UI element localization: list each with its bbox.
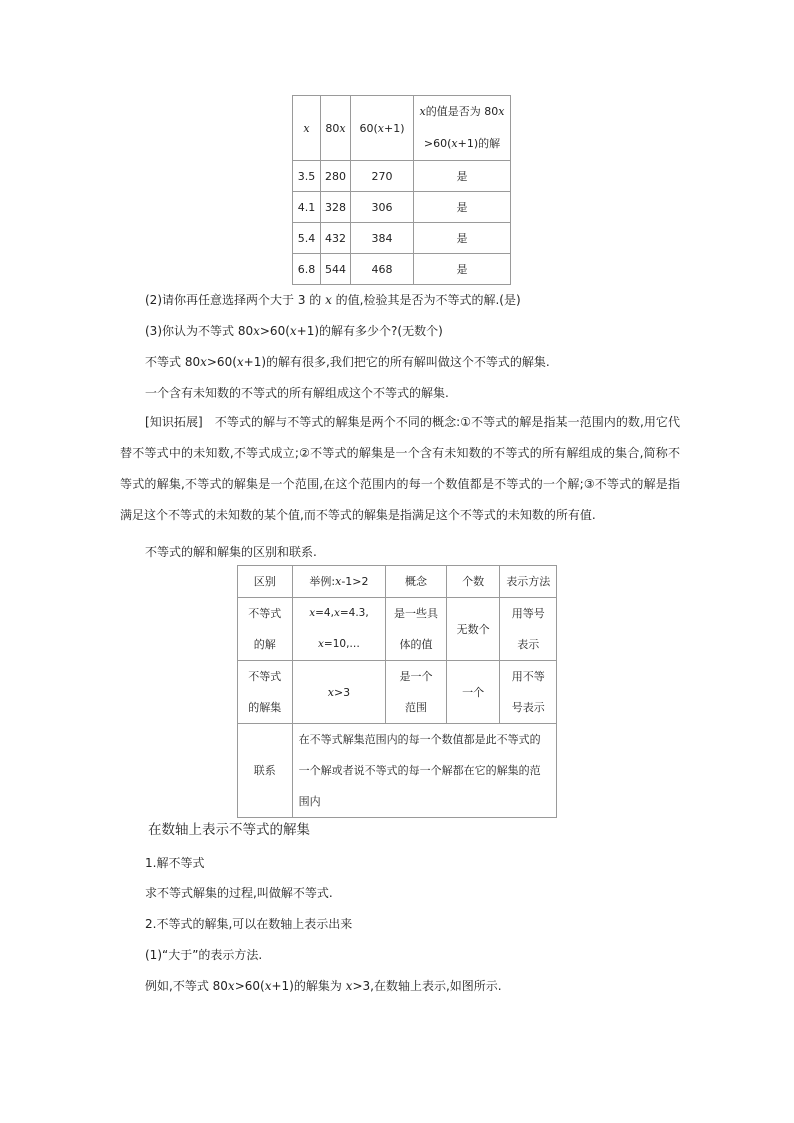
cell-80x: 432: [321, 223, 351, 254]
question-2: (2)请你再任意选择两个大于 3 的 x 的值,检验其是否为不等式的解.(是): [145, 293, 521, 307]
cell-result: 是: [414, 161, 511, 192]
definition: 一个含有未知数的不等式的所有解组成这个不等式的解集.: [145, 386, 449, 400]
table2-caption: 不等式的解和解集的区别和联系.: [145, 545, 317, 559]
table-header-row: [238, 566, 557, 598]
table-header-row: [293, 96, 511, 161]
row-method: 用等号 表示: [500, 598, 557, 661]
comparison-table: [237, 565, 557, 818]
header-60x1: 60(x+1): [351, 96, 414, 161]
cell-60x1: 306: [351, 192, 414, 223]
section-heading: 在数轴上表示不等式的解集: [148, 822, 310, 838]
header-distinction: 区别: [238, 566, 293, 598]
header-concept: 概念: [386, 566, 447, 598]
row-example: x=4,x=4.3, x=10,…: [292, 598, 386, 661]
header-80x: 80x: [321, 96, 351, 161]
table-row: [293, 192, 511, 223]
cell-result: 是: [414, 192, 511, 223]
row-label: 联系: [238, 724, 293, 818]
table-row: [238, 661, 557, 724]
cell-x: 6.8: [293, 254, 321, 285]
subsection-1-title: 1.解不等式: [145, 856, 205, 870]
subsection-1-text: 求不等式解集的过程,叫做解不等式.: [145, 886, 333, 900]
cell-60x1: 270: [351, 161, 414, 192]
cell-80x: 328: [321, 192, 351, 223]
cell-60x1: 384: [351, 223, 414, 254]
cell-x: 4.1: [293, 192, 321, 223]
row-connection-text: 在不等式解集范围内的每一个数值都是此不等式的一个解或者说不等式的每一个解都在它的解集的范围内: [292, 724, 556, 818]
cell-80x: 280: [321, 161, 351, 192]
cell-60x1: 468: [351, 254, 414, 285]
row-count: 一个: [446, 661, 500, 724]
cell-result: 是: [414, 254, 511, 285]
cell-result: 是: [414, 223, 511, 254]
row-concept: 是一个 范围: [386, 661, 447, 724]
cell-x: 5.4: [293, 223, 321, 254]
example-text: 例如,不等式 80x>60(x+1)的解集为 x>3,在数轴上表示,如图所示.: [145, 979, 502, 993]
header-method: 表示方法: [500, 566, 557, 598]
header-example: 举例:x-1>2: [292, 566, 386, 598]
row-example: x>3: [292, 661, 386, 724]
row-method: 用不等 号表示: [500, 661, 557, 724]
table-row: [293, 254, 511, 285]
knowledge-extension: [知识拓展] 不等式的解与不等式的解集是两个不同的概念:①不等式的解是指某一范围内的数,用它代替不等式中的未知数,不等式成立;②不等式的解集是一个含有未知数的不等式的所有解组成的集合,简称不等式的解集,不等式的解集是一个范围,在这个范围内的每一个数值都是不等式的一个解;③不等式的解是指满足这个不等式的未知数的某个值,而不等式的解集是指满足这个不等式的未知数的所有值.: [120, 415, 680, 522]
row-label: 不等式 的解集: [238, 661, 293, 724]
values-table: [292, 95, 511, 285]
table-row: [293, 161, 511, 192]
table-row: [238, 724, 557, 818]
paragraph-solution-set: 不等式 80x>60(x+1)的解有很多,我们把它的所有解叫做这个不等式的解集.: [145, 355, 550, 369]
subsection-2-1: (1)“大于”的表示方法.: [145, 948, 263, 962]
table-row: [238, 598, 557, 661]
header-count: 个数: [446, 566, 500, 598]
question-3: (3)你认为不等式 80x>60(x+1)的解有多少个?(无数个): [145, 324, 443, 338]
subsection-2-title: 2.不等式的解集,可以在数轴上表示出来: [145, 917, 353, 931]
row-count: 无数个: [446, 598, 500, 661]
header-x: x: [293, 96, 321, 161]
cell-80x: 544: [321, 254, 351, 285]
header-is-solution: x的值是否为 80x >60(x+1)的解: [414, 96, 511, 161]
row-concept: 是一些具 体的值: [386, 598, 447, 661]
table-row: [293, 223, 511, 254]
row-label: 不等式 的解: [238, 598, 293, 661]
cell-x: 3.5: [293, 161, 321, 192]
